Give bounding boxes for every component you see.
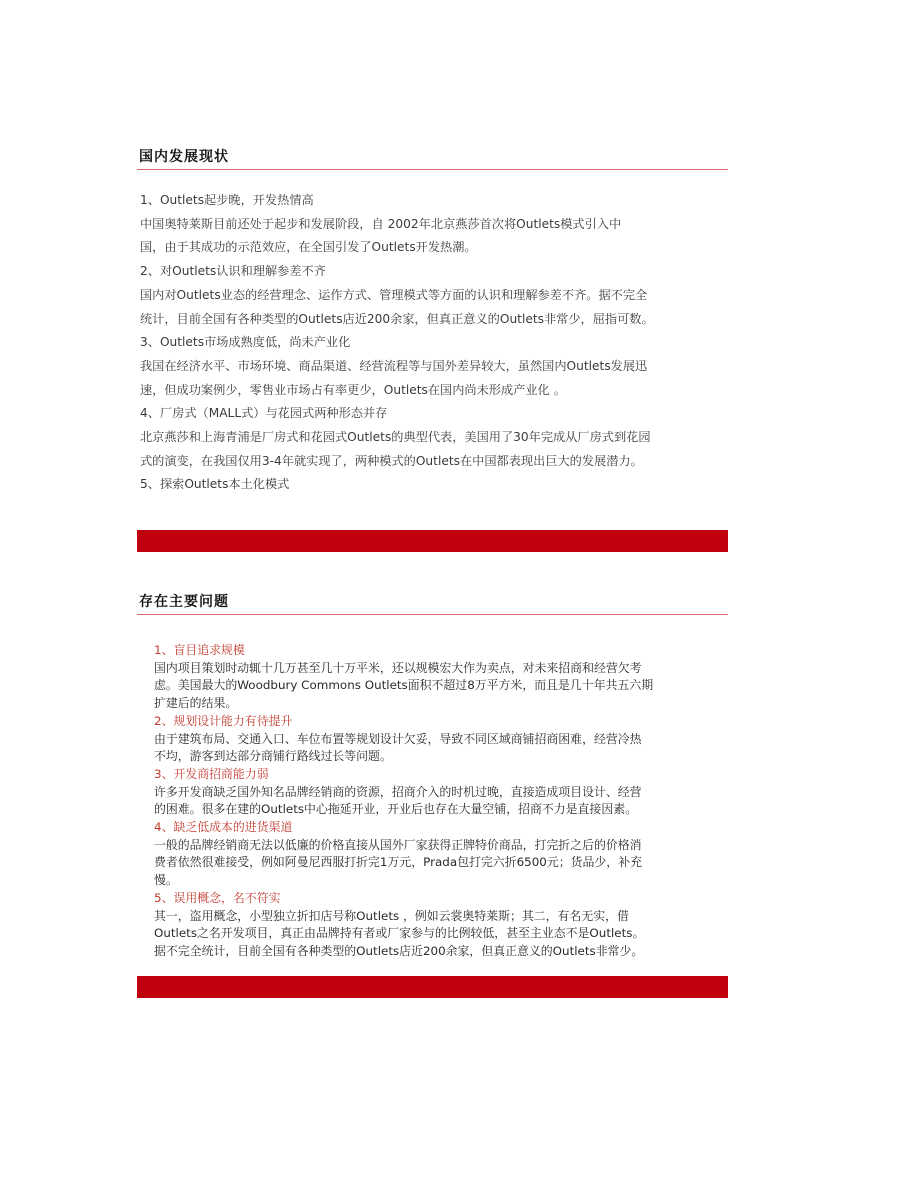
- point-heading: 3、Outlets市场成熟度低，尚未产业化: [140, 335, 351, 350]
- section-body: [137, 189, 728, 497]
- point-heading: 1、盲目追求规模: [154, 643, 245, 657]
- paragraph-line: 慢。: [154, 873, 178, 888]
- section-divider: [137, 169, 728, 170]
- section-title: 国内发展现状: [139, 149, 229, 165]
- paragraph-line: Outlets之名开发项目，真正由品牌持有者或厂家参与的比例较低，甚至主业态不是Outlets。: [154, 926, 645, 941]
- paragraph-line: 国内对Outlets业态的经营理念、运作方式、管理模式等方面的认识和理解参差不齐。据不完全: [140, 287, 648, 302]
- paragraph-line: 扩建后的结果。: [154, 696, 238, 711]
- paragraph-line: 许多开发商缺乏国外知名品牌经销商的资源，招商介入的时机过晚，直接造成项目设计、经营: [154, 784, 642, 799]
- paragraph-line: 式的演变，在我国仅用3-4年就实现了，两种模式的Outlets在中国都表现出巨大的发展潜力。: [140, 453, 643, 468]
- point-heading: 5、探索Outlets本土化模式: [140, 477, 290, 492]
- paragraph-line: 中国奥特莱斯目前还处于起步和发展阶段，自 2002年北京燕莎首次将Outlets模式引入中: [140, 216, 622, 231]
- section-main-problems: [137, 593, 728, 961]
- paragraph-line: 统计，目前全国有各种类型的Outlets店近200余家，但真正意义的Outlets非常少，屈指可数。: [140, 311, 654, 326]
- section-separator-bar: [137, 976, 728, 998]
- paragraph-line: 一般的品牌经销商无法以低廉的价格直接从国外厂家获得正牌特价商品，打完折之后的价格消: [154, 837, 642, 852]
- section-title: 存在主要问题: [139, 594, 229, 610]
- paragraph-line: 其一，盗用概念，小型独立折扣店号称Outlets ，例如云裳奥特莱斯；其二，有名无实，借: [154, 908, 629, 923]
- paragraph-line: 我国在经济水平、市场环境、商品渠道、经营流程等与国外差异较大，虽然国内Outlets发展迅: [140, 358, 648, 373]
- point-heading: 4、厂房式（MALL式）与花园式两种形态并存: [140, 406, 388, 421]
- paragraph-line: 速，但成功案例少，零售业市场占有率更少，Outlets在国内尚未形成产业化 。: [140, 382, 566, 397]
- paragraph-line: 费者依然很难接受，例如阿曼尼西服打折完1万元，Prada包打完六折6500元；货品少，补充: [154, 855, 642, 870]
- point-heading: 2、对Outlets认识和理解参差不齐: [140, 264, 326, 279]
- paragraph-line: 国，由于其成功的示范效应，在全国引发了Outlets开发热潮。: [140, 240, 477, 255]
- paragraph-line: 北京燕莎和上海青浦是厂房式和花园式Outlets的典型代表，美国用了30年完成从厂房式到花园: [140, 430, 651, 445]
- paragraph-line: 由于建筑布局、交通入口、车位布置等规划设计欠妥，导致不同区域商铺招商困难，经营冷热: [154, 731, 642, 746]
- point-heading: 3、开发商招商能力弱: [154, 766, 269, 781]
- point-heading: 4、缺乏低成本的进货渠道: [154, 820, 293, 835]
- paragraph-line: 据不完全统计，目前全国有各种类型的Outlets店近200余家，但真正意义的Outlets非常少。: [154, 943, 644, 958]
- point-heading: 2、规划设计能力有待提升: [154, 713, 293, 728]
- section-separator-bar: [137, 530, 728, 552]
- paragraph-line: 国内项目策划时动辄十几万甚至几十万平米，还以规模宏大作为卖点，对未来招商和经营欠考: [154, 660, 642, 675]
- point-heading: 5、误用概念，名不符实: [154, 890, 281, 905]
- point-heading: 1、Outlets起步晚，开发热情高: [140, 193, 314, 207]
- paragraph-line: 不均，游客到达部分商铺行路线过长等问题。: [154, 749, 392, 764]
- paragraph-line: 虑。美国最大的Woodbury Commons Outlets面积不超过8万平方米，而且是几十年共五六期: [154, 678, 654, 693]
- section-divider: [137, 614, 728, 615]
- paragraph-line: 的困难。很多在建的Outlets中心拖延开业，开业后也存在大量空铺，招商不力是直接因素。: [154, 802, 637, 817]
- section-domestic-status: [137, 148, 728, 497]
- section-body: [137, 642, 728, 961]
